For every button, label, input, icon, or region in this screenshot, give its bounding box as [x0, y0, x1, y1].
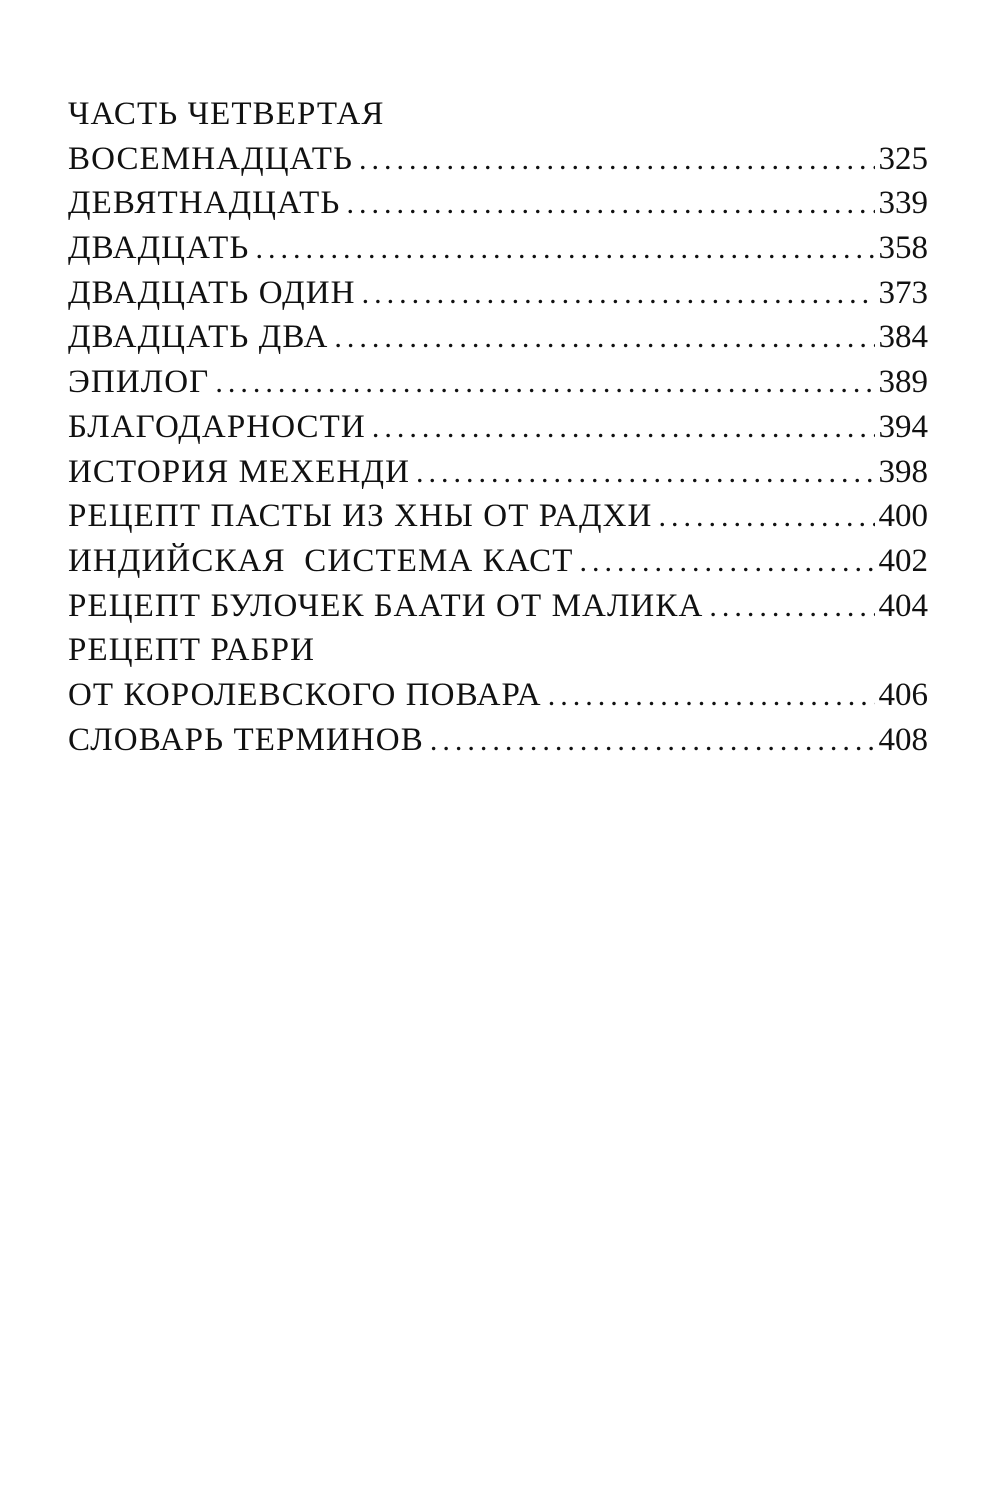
toc-entry-page: 389	[878, 364, 928, 401]
toc-entry-page: 406	[878, 676, 928, 713]
toc-entry	[68, 498, 928, 543]
toc-entry-title: ИСТОРИЯ МЕХЕНДИ	[68, 453, 411, 490]
dot-leader	[215, 366, 874, 400]
toc-entry-page: 339	[878, 185, 928, 222]
toc-entry-title: РЕЦЕПТ ПАСТЫ ИЗ ХНЫ ОТ РАДХИ	[68, 498, 653, 535]
toc-entry-page: 398	[878, 453, 928, 490]
toc-entry-title: ДЕВЯТНАДЦАТЬ	[68, 185, 341, 222]
dot-leader	[255, 232, 874, 266]
dot-leader	[658, 500, 874, 534]
dot-leader	[548, 679, 875, 713]
part-heading-text: ЧАСТЬ ЧЕТВЕРТАЯ	[68, 96, 385, 132]
toc-entry-page: 394	[878, 408, 928, 445]
toc-entry	[68, 677, 928, 722]
dot-leader	[709, 590, 874, 624]
toc-entry-title: РЕЦЕПТ РАБРИ	[68, 632, 316, 669]
toc-entry	[68, 364, 928, 409]
toc-entry	[68, 454, 928, 499]
toc-entry	[68, 230, 928, 275]
dot-leader	[416, 456, 874, 490]
dot-leader	[359, 143, 875, 177]
dot-leader	[430, 724, 875, 758]
toc-entry	[68, 722, 928, 767]
toc-entry	[68, 588, 928, 633]
toc-entry-title: ДВАДЦАТЬ	[68, 230, 250, 267]
toc-entry-title: ИНДИЙСКАЯ СИСТЕМА КАСТ	[68, 542, 574, 579]
toc-entry-page: 373	[878, 274, 928, 311]
toc-entry	[68, 185, 928, 230]
toc-entry-title: ЭПИЛОГ	[68, 364, 210, 401]
toc-entry-title: ВОСЕМНАДЦАТЬ	[68, 140, 353, 177]
dot-leader	[372, 411, 875, 445]
toc-entry-page: 402	[878, 542, 928, 579]
toc-entry-page: 408	[878, 721, 928, 758]
dot-leader	[346, 187, 874, 221]
toc-entry	[68, 141, 928, 186]
toc-entry-title: ОТ КОРОЛЕВСКОГО ПОВАРА	[68, 676, 542, 713]
toc-entry-title: ДВАДЦАТЬ ОДИН	[68, 274, 356, 311]
toc-entry-title: РЕЦЕПТ БУЛОЧЕК БААТИ ОТ МАЛИКА	[68, 587, 704, 624]
toc-entry	[68, 275, 928, 320]
toc-entry-page: 384	[878, 319, 928, 356]
toc-entry-title: ДВАДЦАТЬ ДВА	[68, 319, 329, 356]
table-of-contents	[68, 96, 928, 766]
toc-entry-page: 404	[878, 587, 928, 624]
toc-entry-title: БЛАГОДАРНОСТИ	[68, 408, 366, 445]
toc-entry	[68, 543, 928, 588]
toc-entry	[68, 409, 928, 454]
dot-leader	[334, 321, 874, 355]
part-heading	[68, 96, 928, 141]
dot-leader	[362, 277, 875, 311]
toc-entry-page: 400	[878, 498, 928, 535]
dot-leader	[579, 545, 874, 579]
toc-entry-title: СЛОВАРЬ ТЕРМИНОВ	[68, 721, 424, 758]
toc-entry-page: 358	[878, 230, 928, 267]
toc-entry-page: 325	[878, 140, 928, 177]
toc-entry	[68, 319, 928, 364]
toc-entry-title-line1	[68, 632, 928, 677]
